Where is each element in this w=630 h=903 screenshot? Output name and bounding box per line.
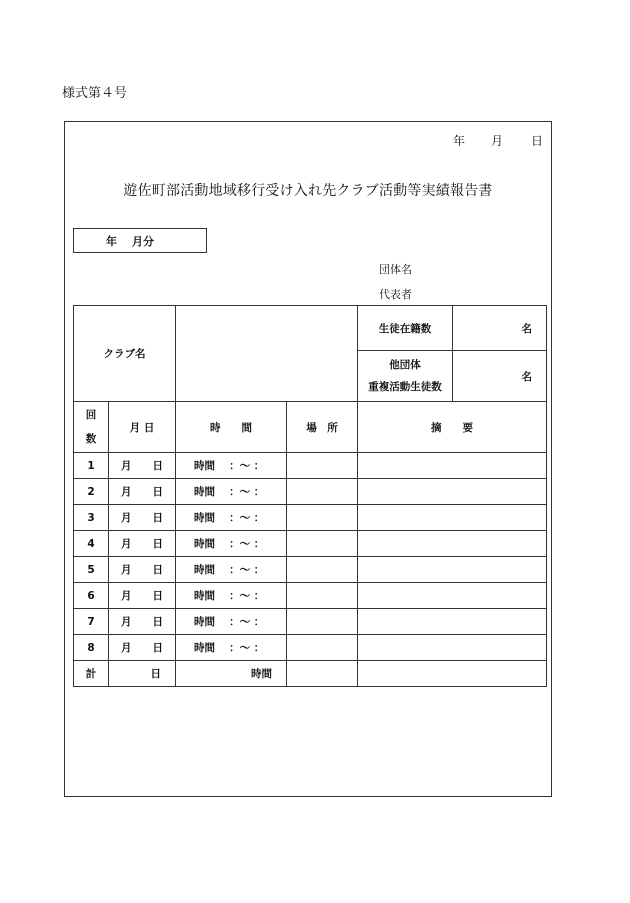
total-place[interactable] <box>287 661 358 687</box>
table-row <box>74 583 547 609</box>
row-month-day[interactable]: 月 日 <box>109 635 176 661</box>
header-month-day: 月 日 <box>109 402 176 453</box>
row-summary[interactable] <box>358 479 547 505</box>
row-month-day[interactable]: 月 日 <box>109 453 176 479</box>
other-org-unit: 名 <box>521 370 532 383</box>
organization-label: 団体名 <box>379 263 412 276</box>
enrolled-label: 生徒在籍数 <box>358 306 453 351</box>
table-row <box>74 609 547 635</box>
row-place[interactable] <box>287 479 358 505</box>
row-summary[interactable] <box>358 453 547 479</box>
row-number: 4 <box>74 531 109 557</box>
row-month-day[interactable]: 月 日 <box>109 505 176 531</box>
club-name-label: クラブ名 <box>74 306 176 402</box>
row-summary[interactable] <box>358 583 547 609</box>
row-time[interactable]: 時間 ：～ ： <box>176 531 287 557</box>
total-row <box>74 661 547 687</box>
date-day: 日 <box>531 134 544 148</box>
report-title: 遊佐町部活動地域移行受け入れ先クラブ活動等実績報告書 <box>123 183 493 199</box>
row-number: 2 <box>74 479 109 505</box>
period-box[interactable] <box>73 228 207 253</box>
period-month: 月分 <box>132 234 154 248</box>
total-label: 計 <box>74 661 109 687</box>
representative-label: 代表者 <box>379 288 412 301</box>
table-row <box>74 557 547 583</box>
header-place: 場 所 <box>287 402 358 453</box>
row-summary[interactable] <box>358 531 547 557</box>
table-row <box>74 453 547 479</box>
header-summary: 摘 要 <box>358 402 547 453</box>
date-month: 月 <box>491 134 504 148</box>
row-time[interactable]: 時間 ：～ ： <box>176 557 287 583</box>
report-frame <box>64 121 552 797</box>
row-time[interactable]: 時間 ：～ ： <box>176 505 287 531</box>
row-month-day[interactable]: 月 日 <box>109 479 176 505</box>
header-count-line2: 数 <box>85 433 97 445</box>
row-time[interactable]: 時間 ：～ ： <box>176 635 287 661</box>
row-month-day[interactable]: 月 日 <box>109 531 176 557</box>
row-summary[interactable] <box>358 609 547 635</box>
table-row <box>74 479 547 505</box>
row-month-day[interactable]: 月 日 <box>109 557 176 583</box>
row-number: 1 <box>74 453 109 479</box>
enrolled-unit: 名 <box>521 322 532 335</box>
header-count-line1: 回 <box>85 409 97 421</box>
row-number: 5 <box>74 557 109 583</box>
other-org-line2: 重複活動生徒数 <box>368 381 442 393</box>
row-time[interactable]: 時間 ：～ ： <box>176 583 287 609</box>
row-summary[interactable] <box>358 505 547 531</box>
row-place[interactable] <box>287 453 358 479</box>
row-place[interactable] <box>287 531 358 557</box>
row-time[interactable]: 時間 ：～ ： <box>176 609 287 635</box>
total-days-field[interactable] <box>109 661 176 687</box>
date-year: 年 <box>453 134 466 148</box>
row-place[interactable] <box>287 557 358 583</box>
row-month-day[interactable]: 月 日 <box>109 609 176 635</box>
row-place[interactable] <box>287 609 358 635</box>
activity-table <box>73 305 547 687</box>
table-row <box>74 635 547 661</box>
row-time[interactable]: 時間 ：～ ： <box>176 453 287 479</box>
period-year: 年 <box>106 234 117 248</box>
club-name-field[interactable] <box>176 306 358 402</box>
row-place[interactable] <box>287 583 358 609</box>
row-place[interactable] <box>287 505 358 531</box>
header-time: 時 間 <box>176 402 287 453</box>
other-org-count-field[interactable] <box>453 351 547 402</box>
total-hours-field[interactable] <box>176 661 287 687</box>
row-time[interactable]: 時間 ：～ ： <box>176 479 287 505</box>
other-org-label <box>358 351 453 402</box>
row-summary[interactable] <box>358 557 547 583</box>
header-count <box>74 402 109 453</box>
total-summary[interactable] <box>358 661 547 687</box>
form-number: 様式第４号 <box>62 86 128 101</box>
table-row <box>74 505 547 531</box>
total-hours-unit: 時間 <box>251 668 272 680</box>
row-number: 6 <box>74 583 109 609</box>
row-number: 7 <box>74 609 109 635</box>
table-header-row <box>74 402 547 453</box>
total-day-unit: 日 <box>150 668 161 680</box>
row-month-day[interactable]: 月 日 <box>109 583 176 609</box>
enrolled-count-field[interactable] <box>453 306 547 351</box>
row-place[interactable] <box>287 635 358 661</box>
row-number: 8 <box>74 635 109 661</box>
header-date <box>453 132 543 149</box>
table-row <box>74 531 547 557</box>
row-number: 3 <box>74 505 109 531</box>
row-summary[interactable] <box>358 635 547 661</box>
other-org-line1: 他団体 <box>389 359 421 371</box>
